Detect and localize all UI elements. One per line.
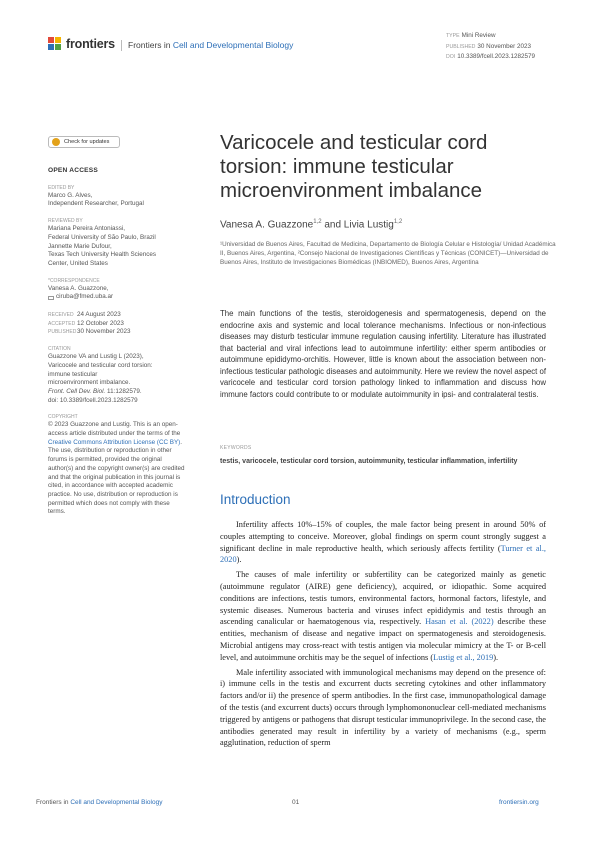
dates-block: [48, 311, 185, 337]
frontiers-logo-icon: [48, 37, 62, 51]
article-title: Varicocele and testicular cord torsion: immune testicular microenvironment imbalance: [220, 131, 488, 202]
open-access-label: OPEN ACCESS: [48, 167, 98, 174]
site-link[interactable]: frontiersin.org: [499, 799, 539, 806]
correspondence-email[interactable]: [48, 293, 185, 302]
keywords: testis, varicocele, testicular cord torsion, autoimmunity, testicular inflammation, infertility: [220, 458, 518, 465]
update-icon: [52, 138, 60, 146]
accepted-key: ACCEPTED: [48, 320, 76, 327]
citation-journal: Front. Cell Dev. Biol.: [48, 387, 106, 395]
correspondence-key: *CORRESPONDENCE: [48, 277, 100, 284]
accepted-date: 12 October 2023: [77, 319, 124, 327]
copyright-text: [48, 421, 185, 517]
published-key: PUBLISHED: [48, 329, 77, 336]
footer-journal: [36, 799, 162, 806]
page-number: 01: [292, 799, 300, 806]
reference-link[interactable]: Lustig et al., 2019: [433, 652, 494, 662]
footer-prefix: Frontiers in: [36, 799, 71, 806]
text: ).: [236, 555, 242, 565]
header-divider: [121, 40, 122, 51]
doi-key: DOI: [446, 54, 456, 60]
citation-key: CITATION: [48, 346, 71, 353]
text: ).: [493, 652, 499, 662]
text: The causes of male infertility or subfertility can be categorized mainly as genetic (autoimmune regulator (AIRE) gene deficiency), acquired, or idiopathic. Some acquired conditions are infections, testis tumors, environmental factors, hormonal factors, lifestyle, and systemic diseases. Numerous bacteria and viruses infect epididymis and testis through an ascending canalicular or haematogenous via, respectively.: [220, 570, 546, 627]
cc-license-link[interactable]: Creative Commons Attribution License (CC BY): [48, 438, 181, 446]
author-sup: 1,2: [393, 219, 403, 225]
check-updates-label: Check for updates: [64, 138, 110, 145]
published-value: 30 November 2023: [477, 42, 531, 50]
abstract: The main functions of the testis, steroidogenesis and spermatogenesis, depend on the endocrine axis and systemic and local tolerance mechanisms. Infectious or non-infectious diseases may disturb testicular immune regulation causing infertility. Literature has illustrated that bacterial and viral infections lead to autoimmune infertility: either sperm antibodies or autoimmune epididymo-orchitis. However, little is known about the association between non-infectious testicular pathologic diseases and autoimmunity. Here we review the novel aspect of varicocele and testicular cord torsion pathology linked to inflammation and discuss how immune factors could contribute to or modulate autoimmunity in ipsi- and contralateral testis.: [220, 309, 546, 399]
paragraph: [220, 569, 546, 663]
brand-name: frontiers: [66, 37, 115, 51]
reviewed-by-key: REVIEWED BY: [48, 218, 83, 225]
section-title: Introduction: [220, 492, 291, 507]
article-meta: [446, 31, 535, 63]
reference-link[interactable]: Turner et al., 2020: [220, 543, 546, 565]
body-text: [220, 519, 546, 752]
email-address: ciruba@fmed.uba.ar: [56, 293, 114, 301]
journal-header: [121, 40, 293, 51]
footer-journal-link[interactable]: Cell and Developmental Biology: [70, 799, 163, 806]
type-value: Mini Review: [461, 32, 496, 39]
citation-line: microenvironment imbalance.: [48, 379, 131, 387]
editor-affiliation: Independent Researcher, Portugal: [48, 200, 144, 208]
reviewer-line: Center, United States: [48, 259, 108, 267]
keywords-key: KEYWORDS: [220, 445, 252, 451]
journal-prefix: Frontiers in: [128, 40, 173, 50]
received-key: RECEIVED: [48, 312, 74, 319]
reviewer-line: Texas Tech University Health Sciences: [48, 251, 157, 259]
author-and[interactable]: and Livia Lustig: [321, 219, 394, 231]
citation-line: Varicocele and testicular cord torsion:: [48, 361, 153, 369]
reviewer-line: Jannette Marie Dufour,: [48, 242, 112, 250]
text: Infertility affects 10%–15% of couples, the male factor being present in around 50% of couples attempting to conceive. Moreover, global findings on sperm count strongly suggest a significant decline in male reproductive health, which seriously affects fertility (: [220, 520, 546, 553]
authors: [220, 219, 402, 230]
paragraph: [220, 519, 546, 566]
frontiers-logo[interactable]: [48, 37, 115, 51]
affiliations: ¹Universidad de Buenos Aires, Facultad de Medicina, Departamento de Biología Celular e Histología/ Unidad Académica II, Buenos Aires, Argentina, ²Consejo Nacional de Investigaciones Científicas y Técnicas (CONICET)—Universidad de Buenos Aires, Instituto de Investigaciones Biomédicas (INBIOMED), Buenos Aires, Argentina: [220, 241, 556, 267]
reference-link[interactable]: Hasan et al. (2022): [425, 617, 494, 627]
sidebar: [48, 136, 185, 517]
journal-name-link[interactable]: Cell and Developmental Biology: [172, 40, 294, 50]
published-date: 30 November 2023: [77, 328, 131, 336]
author-link[interactable]: Vanesa A. Guazzone: [220, 219, 314, 231]
published-key: PUBLISHED: [446, 43, 476, 50]
reviewer-line: Federal University of São Paulo, Brazil: [48, 233, 156, 241]
check-for-updates-button[interactable]: [48, 136, 120, 148]
reviewer-line: Mariana Pereira Antoniassi,: [48, 225, 126, 233]
correspondence-name: Vanesa A. Guazzone,: [48, 284, 109, 292]
citation-line: immune testicular: [48, 370, 98, 378]
citation-volume: 11:1282579.: [105, 387, 142, 395]
text: describe these entities, mechanism of disease and negative impact on spermatogenesis and steroidogenesis. Microbial antigens may cross-react with testis antigen via molecular mimicry at the T- or B-cell level, and autoimmune orchitis may be the sequel of infections (: [220, 617, 547, 662]
doi-link[interactable]: 10.3389/fcell.2023.1282579: [457, 53, 535, 60]
paragraph: Male infertility associated with immunological mechanisms may depend on the presence of: i) immune cells in the testis and excurrent ducts secreting cytokines and other inflammatory factors and/or ii) the presence of sperm antibodies. In the first case, immunopathological damage of the testis (and excurrent ducts) occurs through lymphomononuclear cell-mediated mechanisms triggered by antigens or pathogens that disrupt testicular immunoprivilege. In the second case, the antibodies generated may result in infertility by a variety of mechanisms (e.g., sperm agglutination, reduction of sperm: [220, 667, 546, 748]
citation-line: Guazzone VA and Lustig L (2023),: [48, 353, 144, 361]
copyright-part: © 2023 Guazzone and Lustig. This is an open-access article distributed under the terms of the: [48, 421, 181, 438]
received-date: 24 August 2023: [77, 311, 121, 319]
copyright-key: COPYRIGHT: [48, 414, 78, 421]
edited-by-key: EDITED BY: [48, 184, 75, 191]
email-icon: [48, 296, 54, 300]
copyright-part: . The use, distribution or reproduction in other forums is permitted, provided the original author(s) and the copyright owner(s) are credited and that the original publication in this journal is cited, in accordance with accepted academic practice. No use, distribution or reproduction is permitted which does not comply with these terms.: [48, 438, 185, 516]
type-key: TYPE: [446, 33, 460, 39]
citation-doi[interactable]: doi: 10.3389/fcell.2023.1282579: [48, 396, 138, 404]
author-sup: 1,2: [313, 219, 322, 225]
editor-name: Marco G. Alves,: [48, 191, 93, 199]
